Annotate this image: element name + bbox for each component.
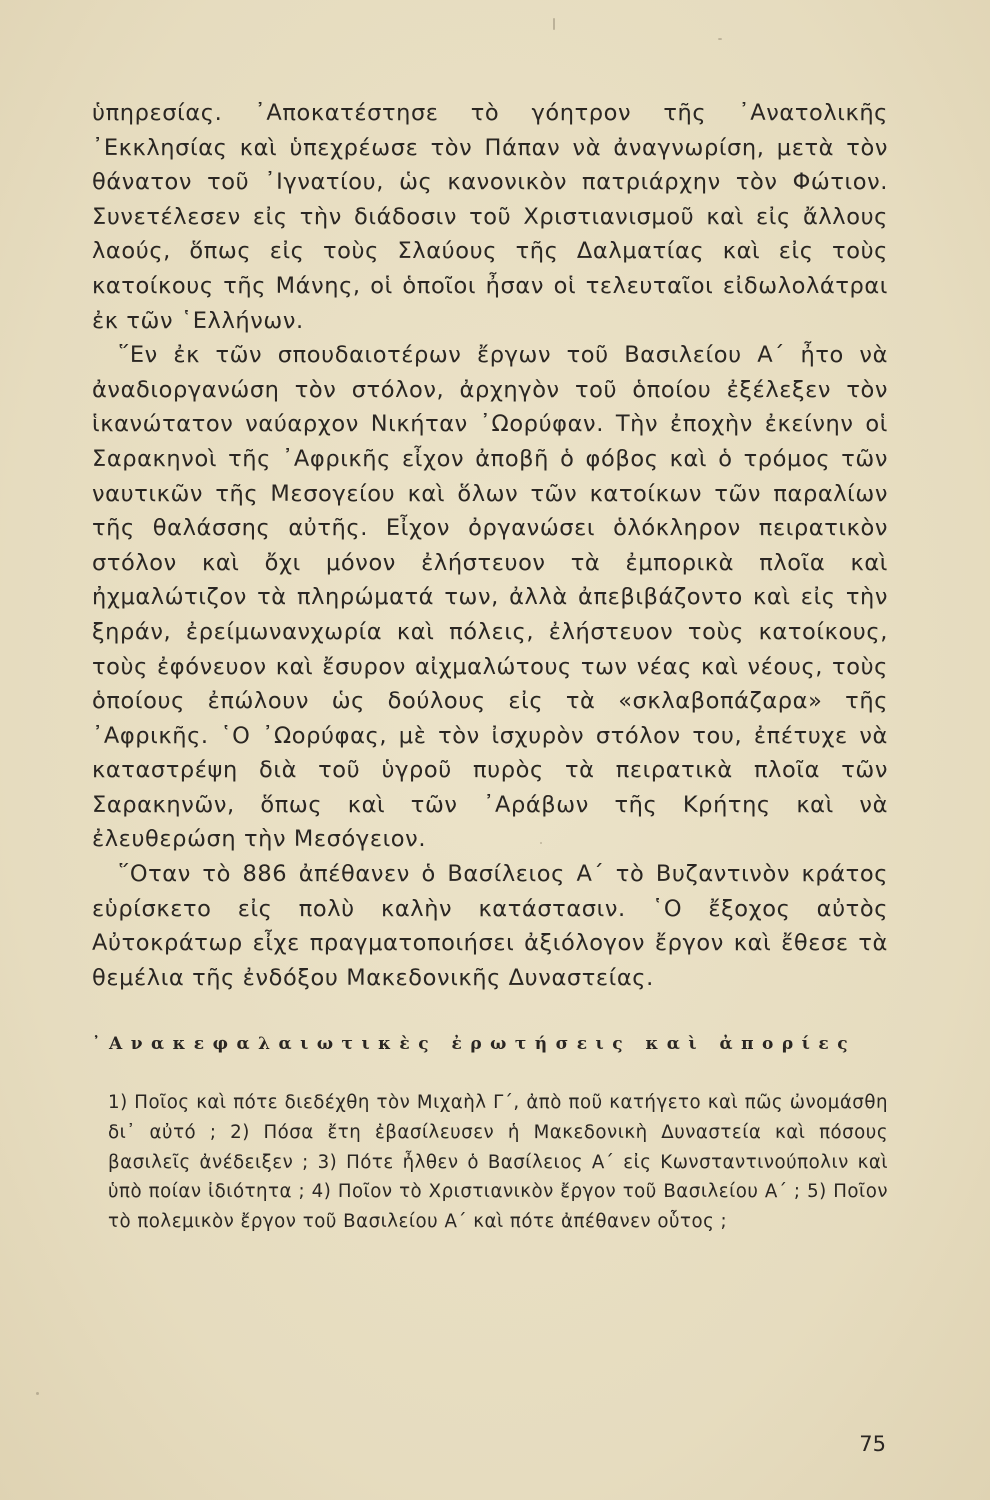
body-text xyxy=(92,96,888,995)
section-heading: ᾿Ανακεφαλαιωτικὲς ἐρωτήσεις καὶ ἀπορίες xyxy=(92,1034,857,1054)
paragraph-3: ῞Οταν τὸ 886 ἀπέθανεν ὁ Βασίλειος Α΄ τὸ Βυζαντινὸν κράτος εὑρίσκετο εἰς πολὺ καλὴν κατάστασιν. ῾Ο ἔξοχος αὐτὸς Αὐτοκράτωρ εἶχε πραγματοποιήσει ἀξιόλογον ἔργον καὶ ἔθεσε τὰ θεμέλια τῆς ἐνδόξου Μακεδονικῆς Δυναστείας. xyxy=(92,861,888,991)
paper-speck xyxy=(553,18,555,30)
review-questions: 1) Ποῖος καὶ πότε διεδέχθη τὸν Μιχαὴλ Γ΄, ἀπὸ ποῦ κατήγετο καὶ πῶς ὠνομάσθη δι᾿ αὐτό ; 2) Πόσα ἔτη ἐβασίλευσεν ἡ Μακεδονικὴ Δυναστεία καὶ πόσους βασιλεῖς ἀνέδειξεν ; 3) Πότε ἦλθεν ὁ Βασίλειος Α΄ εἰς Κωνσταντινούπολιν καὶ ὑπὸ ποίαν ἰδιότητα ; 4) Ποῖον τὸ Χριστιανικὸν ἔργον τοῦ Βασιλείου Α΄ ; 5) Ποῖον τὸ πολεμικὸν ἔργον τοῦ Βασιλείου Α΄ καὶ πότε ἀπέθανεν οὗτος ; xyxy=(108,1092,888,1233)
paper-speck xyxy=(718,38,722,40)
paper-speck xyxy=(540,842,542,844)
paragraph-1: ὑπηρεσίας. ᾿Αποκατέστησε τὸ γόητρον τῆς ᾿Ανατολικῆς ᾿Εκκλησίας καὶ ὑπεχρέωσε τὸν Πάπαν νὰ ἀναγνωρίση, μετὰ τὸν θάνατον τοῦ ᾿Ιγνατίου, ὡς κανονικὸν πατριάρχην τὸν Φώτιον. Συνετέλεσεν εἰς τὴν διάδοσιν τοῦ Χριστιανισμοῦ καὶ εἰς ἄλλους λαούς, ὅπως εἰς τοὺς Σλαύους τῆς Δαλματίας καὶ εἰς τοὺς κατοίκους τῆς Μάνης, οἱ ὁποῖοι ἦσαν οἱ τελευταῖοι εἰδωλολάτραι ἐκ τῶν ῾Ελλήνων. xyxy=(92,100,888,334)
paragraph-2: ῞Εν ἐκ τῶν σπουδαιοτέρων ἔργων τοῦ Βασιλείου Α΄ ἦτο νὰ ἀναδιοργανώση τὸν στόλον, ἀρχηγὸν τοῦ ὁποίου ἐξέλεξεν τὸν ἱκανώτατον ναύαρχον Νικήταν ᾿Ωορύφαν. Τὴν ἐποχὴν ἐκείνην οἱ Σαρακηνοὶ τῆς ᾿Αφρικῆς εἶχον ἀποβῆ ὁ φόβος καὶ ὁ τρόμος τῶν ναυτικῶν τῆς Μεσογείου καὶ ὅλων τῶν κατοίκων τῶν παραλίων τῆς θαλάσσης αὐτῆς. Εἶχον ὀργανώσει ὁλόκληρον πειρατικὸν στόλον καὶ ὄχι μόνον ἐλήστευον τὰ ἐμπορικὰ πλοῖα καὶ ἠχμαλώτιζον τὰ πληρώματά των, ἀλλὰ ἀπεβιβάζοντο καὶ εἰς τὴν ξηράν, ἐρείμωνανχωρία καὶ πόλεις, ἐλήστευον τοὺς κατοίκους, τοὺς ἐφόνευον καὶ ἔσυρον αἰχμαλώτους των νέας καὶ νέους, τοὺς ὁποίους ἐπώλουν ὡς δούλους εἰς τὰ «σκλαβοπάζαρα» τῆς ᾿Αφρικῆς. ῾Ο ᾿Ωορύφας, μὲ τὸν ἰσχυρὸν στόλον του, ἐπέτυχε νὰ καταστρέψη διὰ τοῦ ὑγροῦ πυρὸς τὰ πειρατικὰ πλοῖα τῶν Σαρακηνῶν, ὅπως καὶ τῶν ᾿Αράβων τῆς Κρήτης καὶ νὰ ἐλευθερώση τὴν Μεσόγειον. xyxy=(92,342,888,853)
page-number: 75 xyxy=(859,1432,886,1456)
paper-speck xyxy=(36,1392,39,1395)
